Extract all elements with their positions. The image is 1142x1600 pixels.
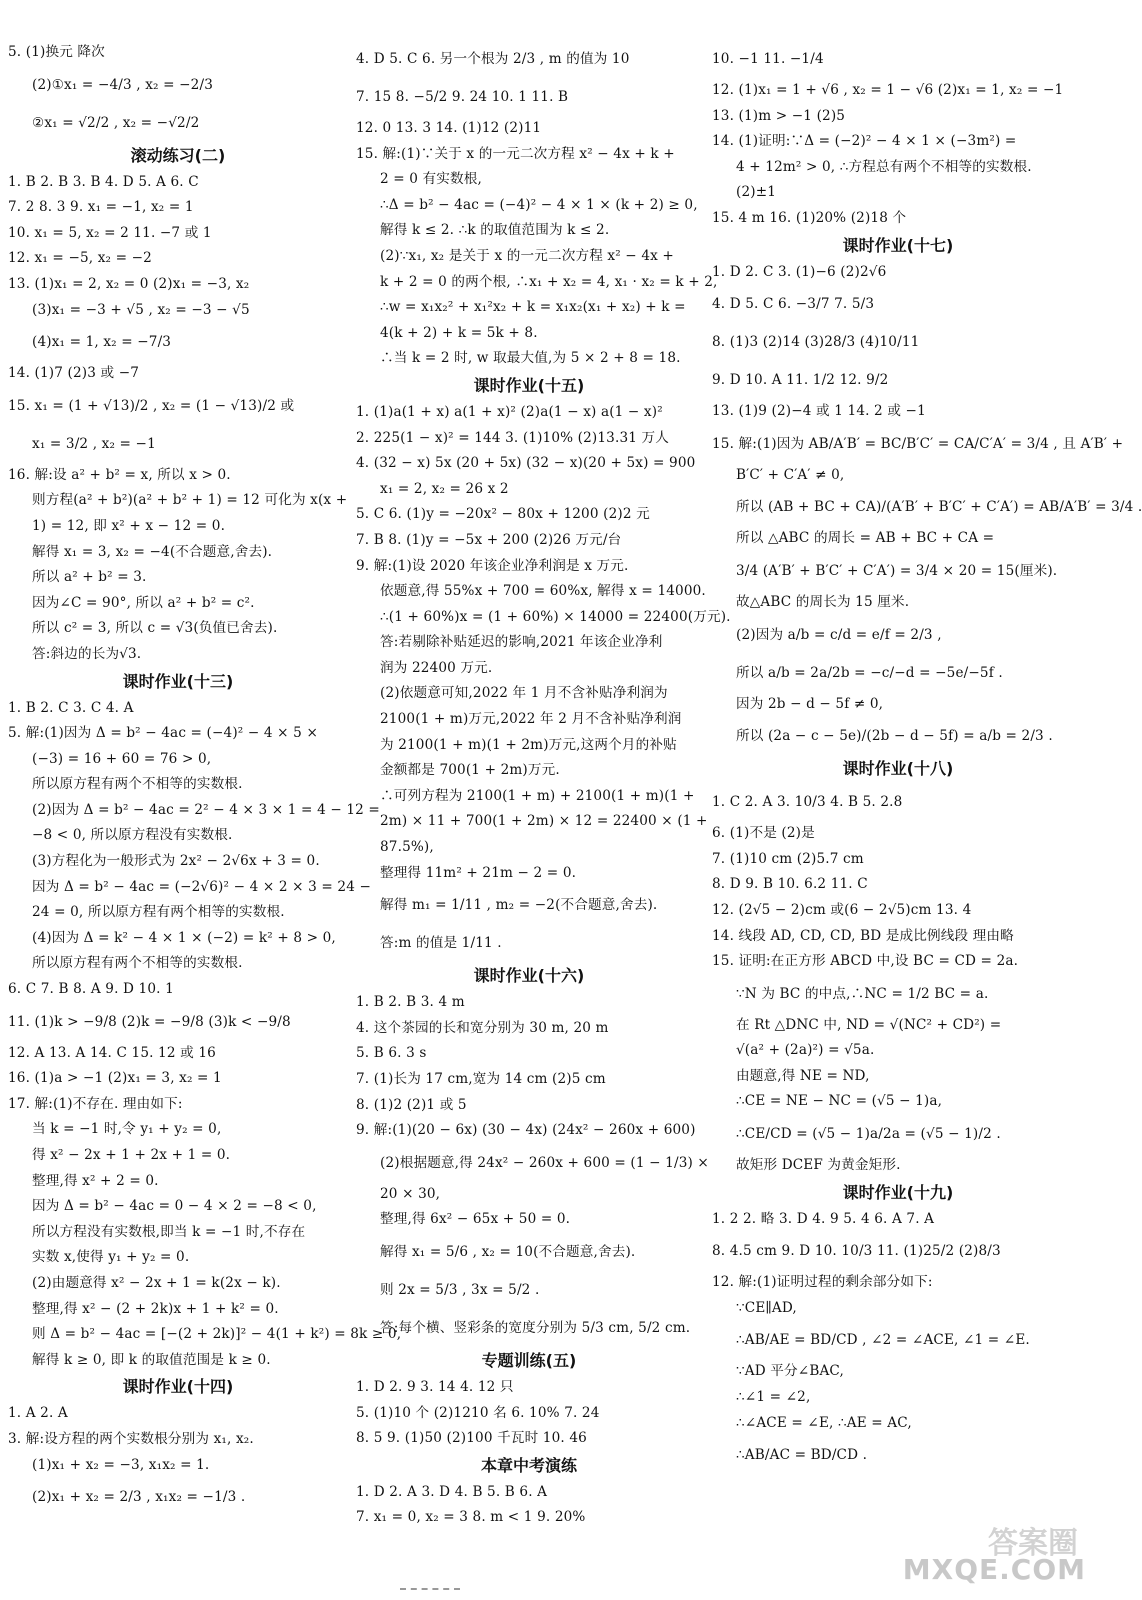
answer-line: ∴(1 + 60%)x = (1 + 60%) × 14000 = 22400(万元). bbox=[380, 608, 731, 625]
answer-line: (2)依题意可知,2022 年 1 月不含补贴净利润为 bbox=[380, 685, 668, 702]
answer-line: 答:m 的值是 1/11 . bbox=[380, 935, 502, 952]
answer-line: (2)x₁ + x₂ = 2/3 , x₁x₂ = −1/3 . bbox=[32, 1489, 246, 1506]
answer-line: 答:每个横、竖彩条的宽度分别为 5/3 cm, 5/2 cm. bbox=[380, 1319, 691, 1336]
answer-line: 15. 解:(1)∵关于 x 的一元二次方程 x² − 4x + k + bbox=[356, 145, 675, 162]
answer-line: 因为 Δ = b² − 4ac = 0 − 4 × 2 = −8 < 0, bbox=[32, 1198, 317, 1215]
answer-line: 因为∠C = 90°, 所以 a² + b² = c². bbox=[32, 594, 255, 611]
answer-line: 所以原方程有两个不相等的实数根. bbox=[32, 776, 243, 793]
section-heading: 课时作业(十四) bbox=[122, 1377, 234, 1397]
section-heading: 课时作业(十五) bbox=[473, 375, 585, 395]
answer-line: 所以 (AB + BC + CA)/(A′B′ + B′C′ + C′A′) = AB/A′B′ = 3/4 . bbox=[736, 499, 1142, 516]
answer-line: 12. x₁ = −5, x₂ = −2 bbox=[8, 250, 152, 267]
answer-line: (3)方程化为一般形式为 2x² − 2√6x + 3 = 0. bbox=[32, 853, 320, 870]
answer-line: 8. (1)2 (2)1 或 5 bbox=[356, 1096, 467, 1113]
answer-line: 1. A 2. A bbox=[8, 1405, 68, 1422]
answer-line: 整理得 11m² + 21m − 2 = 0. bbox=[380, 864, 577, 881]
answer-line: ∴∠1 = ∠2, bbox=[736, 1389, 811, 1406]
answer-line: 14. (1)7 (2)3 或 −7 bbox=[8, 365, 140, 382]
answer-line: 7. B 8. (1)y = −5x + 200 (2)26 万元/台 bbox=[356, 531, 622, 548]
answer-line: ∴当 k = 2 时, w 取最大值,为 5 × 2 + 8 = 18. bbox=[380, 350, 681, 367]
answer-line: 1. D 2. A 3. D 4. B 5. B 6. A bbox=[356, 1483, 548, 1500]
answer-line: (3)x₁ = −3 + √5 , x₂ = −3 − √5 bbox=[32, 301, 250, 318]
answer-line: 整理,得 x² + 2 = 0. bbox=[32, 1172, 159, 1189]
answer-line: 12. (2√5 − 2)cm 或(6 − 2√5)cm 13. 4 bbox=[712, 901, 972, 918]
watermark-url: MXQE.COM bbox=[902, 1553, 1086, 1586]
answer-line: 4(k + 2) + k = 5k + 8. bbox=[380, 324, 538, 341]
answer-line: 2m) × 11 + 700(1 + 2m) × 12 = 22400 × (1 + bbox=[380, 813, 708, 830]
answer-line: 解得 m₁ = 1/11 , m₂ = −2(不合题意,舍去). bbox=[380, 897, 658, 914]
answer-line: 所以方程没有实数根,即当 k = −1 时,不存在 bbox=[32, 1223, 306, 1240]
answer-line: 3. 解:设方程的两个实数根分别为 x₁, x₂. bbox=[8, 1430, 254, 1447]
answer-line: 2 = 0 有实数根, bbox=[380, 171, 482, 188]
answer-line: 12. A 13. A 14. C 15. 12 或 16 bbox=[8, 1044, 216, 1061]
answer-line: 为 2100(1 + m)(1 + 2m)万元,这两个月的补贴 bbox=[380, 736, 677, 753]
answer-line: (2)因为 Δ = b² − 4ac = 2² − 4 × 3 × 1 = 4 − 12 = bbox=[32, 801, 380, 818]
answer-line: 9. 解:(1)(20 − 6x) (30 − 4x) (24x² − 260x + 600) bbox=[356, 1122, 696, 1139]
answer-line: (−3) = 16 + 60 = 76 > 0, bbox=[32, 750, 212, 767]
answer-line: ∵N 为 BC 的中点,∴NC = 1/2 BC = a. bbox=[736, 985, 989, 1002]
answer-line: 13. (1)m > −1 (2)5 bbox=[712, 107, 846, 124]
answer-line: B′C′ + C′A′ ≠ 0, bbox=[736, 466, 845, 483]
answer-line: 8. D 9. B 10. 6.2 11. C bbox=[712, 876, 868, 893]
answer-line: 1. B 2. B 3. B 4. D 5. A 6. C bbox=[8, 173, 199, 190]
answer-line: ∴Δ = b² − 4ac = (−4)² − 4 × 1 × (k + 2) ≥ 0, bbox=[380, 196, 698, 213]
answer-line: 因为 Δ = b² − 4ac = (−2√6)² − 4 × 2 × 3 = 24 − bbox=[32, 878, 372, 895]
answer-line: 8. 4.5 cm 9. D 10. 10/3 11. (1)25/2 (2)8/3 bbox=[712, 1243, 1001, 1260]
answer-line: 7. 15 8. −5/2 9. 24 10. 1 11. B bbox=[356, 89, 569, 105]
answer-line: 4. 这个茶园的长和宽分别为 30 m, 20 m bbox=[356, 1019, 609, 1036]
answer-line: (2)由题意得 x² − 2x + 1 = k(2x − k). bbox=[32, 1274, 281, 1291]
answer-line: ∴可列方程为 2100(1 + m) + 2100(1 + m)(1 + bbox=[380, 787, 695, 804]
answer-line: 13. (1)x₁ = 2, x₂ = 0 (2)x₁ = −3, x₂ bbox=[8, 275, 250, 292]
answer-line: 整理,得 6x² − 65x + 50 = 0. bbox=[380, 1211, 571, 1228]
answer-line: 16. 解:设 a² + b² = x, 所以 x > 0. bbox=[8, 466, 231, 483]
answer-line: 9. 解:(1)设 2020 年该企业净利润是 x 万元. bbox=[356, 557, 629, 574]
answer-line: 10. x₁ = 5, x₂ = 2 11. −7 或 1 bbox=[8, 224, 212, 241]
answer-line: 4. D 5. C 6. −3/7 7. 5/3 bbox=[712, 296, 875, 313]
answer-line: (2)±1 bbox=[736, 184, 777, 201]
answer-line: 8. (1)3 (2)14 (3)28/3 (4)10/11 bbox=[712, 334, 920, 351]
answer-line: 7. x₁ = 0, x₂ = 3 8. m < 1 9. 20% bbox=[356, 1509, 586, 1526]
answer-line: k + 2 = 0 的两个根, ∴x₁ + x₂ = 4, x₁ · x₂ = k + 2, bbox=[380, 273, 718, 290]
answer-line: 故矩形 DCEF 为黄金矩形. bbox=[736, 1157, 901, 1174]
answer-line: 依题意,得 55%x + 700 = 60%x, 解得 x = 14000. bbox=[380, 583, 706, 600]
answer-line: 2100(1 + m)万元,2022 年 2 月不含补贴净利润 bbox=[380, 711, 682, 728]
answer-line: −8 < 0, 所以原方程没有实数根. bbox=[32, 827, 233, 844]
answer-line: 8. 5 9. (1)50 (2)100 千瓦时 10. 46 bbox=[356, 1430, 587, 1447]
answer-line: ∵CE∥AD, bbox=[736, 1299, 797, 1316]
answer-line: 所以 c² = 3, 所以 c = √3(负值已舍去). bbox=[32, 620, 278, 637]
answer-line: 解得 x₁ = 5/6 , x₂ = 10(不合题意,舍去). bbox=[380, 1243, 636, 1260]
answer-line: ∴CE = NE − NC = (√5 − 1)a, bbox=[736, 1093, 943, 1110]
answer-line: 13. (1)9 (2)−4 或 1 14. 2 或 −1 bbox=[712, 403, 926, 420]
answer-line: 5. C 6. (1)y = −20x² − 80x + 1200 (2)2 元 bbox=[356, 506, 650, 523]
answer-line: 1. D 2. 9 3. 14 4. 12 只 bbox=[356, 1378, 514, 1395]
answer-line: 润为 22400 万元. bbox=[380, 659, 493, 676]
answer-line: 则方程(a² + b²)(a² + b² + 1) = 12 可化为 x(x + bbox=[32, 492, 348, 509]
answer-line: 2. 225(1 − x)² = 144 3. (1)10% (2)13.31 万人 bbox=[356, 429, 670, 446]
answer-line: 1) = 12, 即 x² + x − 12 = 0. bbox=[32, 517, 226, 534]
answer-line: 6. (1)不是 (2)是 bbox=[712, 825, 815, 842]
answer-line: 在 Rt △DNC 中, ND = √(NC² + CD²) = bbox=[736, 1016, 1002, 1033]
answer-line: (4)因为 Δ = k² − 4 × 1 × (−2) = k² + 8 > 0, bbox=[32, 929, 336, 946]
answer-line: 10. −1 11. −1/4 bbox=[712, 51, 824, 67]
answer-line: 1. B 2. B 3. 4 m bbox=[356, 994, 465, 1011]
answer-line: 故△ABC 的周长为 15 厘米. bbox=[736, 593, 910, 610]
answer-line: (2)因为 a/b = c/d = e/f = 2/3 , bbox=[736, 626, 942, 643]
answer-line: 所以 a/b = 2a/2b = −c/−d = −5e/−5f . bbox=[736, 664, 1003, 681]
section-heading: 课时作业(十六) bbox=[473, 966, 585, 986]
answer-line: √(a² + (2a)²) = √5a. bbox=[736, 1042, 875, 1059]
answer-line: 所以原方程有两个不相等的实数根. bbox=[32, 955, 243, 972]
answer-line: 7. (1)10 cm (2)5.7 cm bbox=[712, 850, 864, 867]
answer-line: 7. 2 8. 3 9. x₁ = −1, x₂ = 1 bbox=[8, 199, 194, 216]
site-watermark bbox=[896, 1518, 1086, 1586]
answer-line: 1. 2 2. 略 3. D 4. 9 5. 4 6. A 7. A bbox=[712, 1210, 935, 1227]
answer-line: 5. (1)10 个 (2)1210 名 6. 10% 7. 24 bbox=[356, 1404, 600, 1421]
answer-line: 因为 2b − d − 5f ≠ 0, bbox=[736, 695, 884, 712]
answer-line: 1. C 2. A 3. 10/3 4. B 5. 2.8 bbox=[712, 794, 903, 811]
answer-line: 4. D 5. C 6. 另一个根为 2/3 , m 的值为 10 bbox=[356, 51, 630, 67]
section-heading: 滚动练习(二) bbox=[130, 145, 226, 165]
answer-line: 答:斜边的长为√3. bbox=[32, 645, 142, 662]
answer-line: 1. (1)a(1 + x) a(1 + x)² (2)a(1 − x) a(1 − x)² bbox=[356, 403, 663, 420]
answer-line: 15. 解:(1)因为 AB/A′B′ = BC/B′C′ = CA/C′A′ = 3/4 , 且 A′B′ + bbox=[712, 435, 1124, 452]
answer-line: x₁ = 2, x₂ = 26 x 2 bbox=[380, 480, 509, 497]
page-footer-mark bbox=[400, 1588, 460, 1598]
section-heading: 课时作业(十九) bbox=[842, 1182, 954, 1202]
answer-line: 15. 证明:在正方形 ABCD 中,设 BC = CD = 2a. bbox=[712, 953, 1019, 970]
answer-line: 17. 解:(1)不存在. 理由如下: bbox=[8, 1095, 183, 1112]
answer-line: 3/4 (A′B′ + B′C′ + C′A′) = 3/4 × 20 = 15(厘米). bbox=[736, 562, 1058, 579]
answer-line: ②x₁ = √2/2 , x₂ = −√2/2 bbox=[32, 114, 200, 131]
answer-line: x₁ = 3/2 , x₂ = −1 bbox=[32, 435, 156, 452]
answer-line: ∵AD 平分∠BAC, bbox=[736, 1363, 844, 1380]
answer-line: 5. 解:(1)因为 Δ = b² − 4ac = (−4)² − 4 × 5 × bbox=[8, 725, 318, 742]
answer-line: 答:若剔除补贴延迟的影响,2021 年该企业净利 bbox=[380, 634, 663, 651]
answer-line: 所以 a² + b² = 3. bbox=[32, 569, 147, 586]
section-heading: 本章中考演练 bbox=[480, 1455, 577, 1475]
answer-line: 4 + 12m² > 0, ∴方程总有两个不相等的实数根. bbox=[736, 158, 1032, 175]
answer-line: 得 x² − 2x + 1 + 2x + 1 = 0. bbox=[32, 1147, 231, 1163]
answer-line: 14. 线段 AD, CD, CD, BD 是成比例线段 理由略 bbox=[712, 927, 1014, 944]
watermark-chinese: 答案圈 bbox=[988, 1526, 1078, 1561]
answer-line: (4)x₁ = 1, x₂ = −7/3 bbox=[32, 334, 172, 351]
answer-line: ∴AB/AC = BD/CD . bbox=[736, 1447, 868, 1464]
section-heading: 课时作业(十七) bbox=[842, 235, 954, 255]
answer-line: 由题意,得 NE = ND, bbox=[736, 1067, 870, 1084]
answer-line: 所以 (2a − c − 5e)/(2b − d − 5f) = a/b = 2/3 . bbox=[736, 728, 1053, 745]
answer-line: 则 Δ = b² − 4ac = [−(2 + 2k)]² − 4(1 + k²) = 8k ≥ 0, bbox=[32, 1326, 402, 1343]
answer-line: 11. (1)k > −9/8 (2)k = −9/8 (3)k < −9/8 bbox=[8, 1013, 291, 1030]
answer-line: 24 = 0, 所以原方程有两个相等的实数根. bbox=[32, 904, 285, 921]
answer-line: 1. D 2. C 3. (1)−6 (2)2√6 bbox=[712, 263, 887, 280]
answer-line: 金额都是 700(1 + 2m)万元. bbox=[380, 762, 560, 779]
answer-line: 9. D 10. A 11. 1/2 12. 9/2 bbox=[712, 372, 889, 389]
answer-line: 实数 x,使得 y₁ + y₂ = 0. bbox=[32, 1249, 190, 1266]
answer-line: 7. (1)长为 17 cm,宽为 14 cm (2)5 cm bbox=[356, 1071, 606, 1087]
answer-line: 15. 4 m 16. (1)20% (2)18 个 bbox=[712, 209, 907, 226]
answer-line: 6. C 7. B 8. A 9. D 10. 1 bbox=[8, 981, 174, 998]
answer-line: 87.5%), bbox=[380, 839, 434, 856]
answer-line: 所以 △ABC 的周长 = AB + BC + CA = bbox=[736, 530, 995, 547]
answer-line: 12. 解:(1)证明过程的剩余部分如下: bbox=[712, 1274, 933, 1291]
answer-line: ∴CE/CD = (√5 − 1)a/2a = (√5 − 1)/2 . bbox=[736, 1126, 1001, 1143]
answer-line: (1)x₁ + x₂ = −3, x₁x₂ = 1. bbox=[32, 1456, 210, 1473]
answer-line: 整理,得 x² − (2 + 2k)x + 1 + k² = 0. bbox=[32, 1300, 279, 1317]
answer-line: 解得 k ≤ 2. ∴k 的取值范围为 k ≤ 2. bbox=[380, 222, 610, 239]
section-heading: 课时作业(十三) bbox=[122, 671, 234, 691]
section-heading: 专题训练(五) bbox=[481, 1350, 577, 1370]
answer-line: 解得 k ≥ 0, 即 k 的取值范围是 k ≥ 0. bbox=[32, 1351, 271, 1368]
answer-line: 15. x₁ = (1 + √13)/2 , x₂ = (1 − √13)/2 或 bbox=[8, 397, 295, 414]
answer-line: 解得 x₁ = 3, x₂ = −4(不合题意,舍去). bbox=[32, 543, 273, 560]
section-heading: 课时作业(十八) bbox=[842, 759, 954, 779]
answer-line: 16. (1)a > −1 (2)x₁ = 3, x₂ = 1 bbox=[8, 1070, 222, 1087]
answer-column-right bbox=[712, 40, 1142, 1474]
answer-line: 5. B 6. 3 s bbox=[356, 1045, 427, 1062]
answer-line: 1. B 2. C 3. C 4. A bbox=[8, 699, 134, 716]
answer-line: 则 2x = 5/3 , 3x = 5/2 . bbox=[380, 1281, 540, 1298]
answer-line: 12. 0 13. 3 14. (1)12 (2)11 bbox=[356, 120, 542, 136]
answer-line: 14. (1)证明:∵Δ = (−2)² − 4 × 1 × (−3m²) = bbox=[712, 133, 1017, 150]
answer-line: 12. (1)x₁ = 1 + √6 , x₂ = 1 − √6 (2)x₁ = 1, x₂ = −1 bbox=[712, 82, 1064, 98]
answer-line: 5. (1)换元 降次 bbox=[8, 44, 105, 60]
answer-line: 20 × 30, bbox=[380, 1185, 441, 1202]
answer-line: 当 k = −1 时,令 y₁ + y₂ = 0, bbox=[32, 1121, 222, 1138]
answer-line: ∴∠ACE = ∠E, ∴AE = AC, bbox=[736, 1414, 912, 1431]
answer-line: (2)∵x₁, x₂ 是关于 x 的一元二次方程 x² − 4x + bbox=[380, 247, 674, 264]
answer-line: ∴w = x₁x₂² + x₁²x₂ + k = x₁x₂(x₁ + x₂) + k = bbox=[380, 299, 686, 316]
answer-line: 4. (32 − x) 5x (20 + 5x) (32 − x)(20 + 5x) = 900 bbox=[356, 455, 696, 472]
answer-line: (2)①x₁ = −4/3 , x₂ = −2/3 bbox=[32, 76, 213, 93]
answer-line: (2)根据题意,得 24x² − 260x + 600 = (1 − 1/3) × bbox=[380, 1154, 709, 1171]
answer-line: ∴AB/AE = BD/CD , ∠2 = ∠ACE, ∠1 = ∠E. bbox=[736, 1332, 1030, 1349]
answer-column-middle bbox=[356, 40, 731, 1531]
